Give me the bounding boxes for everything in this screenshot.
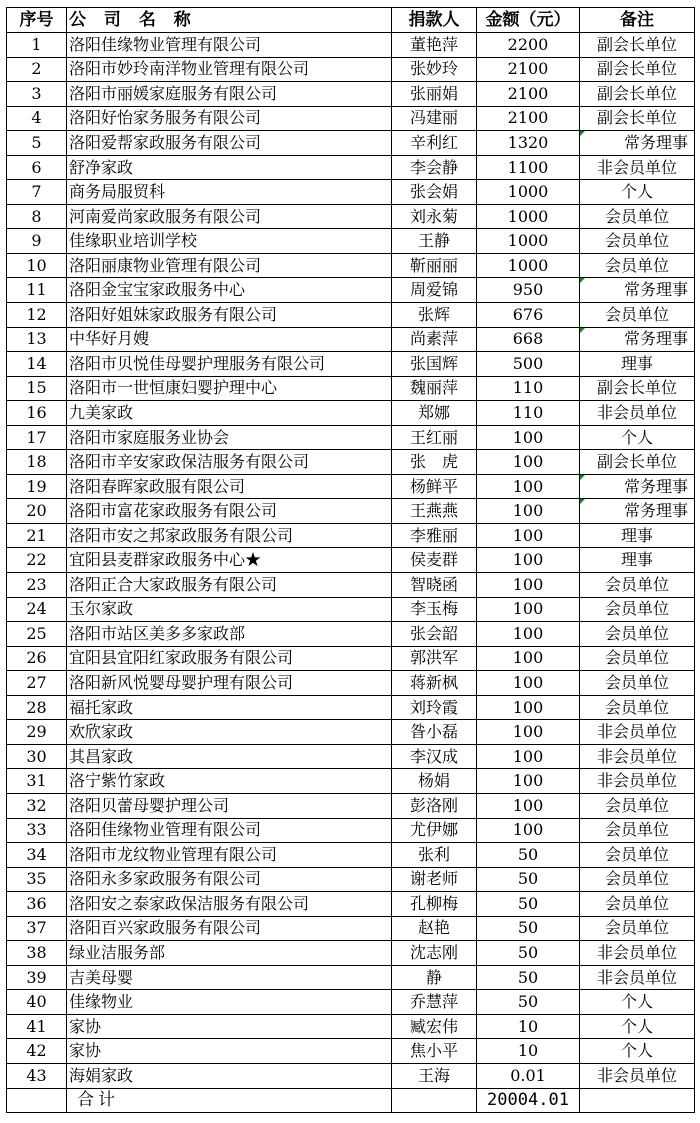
table-row [7,1014,695,1039]
table-row [7,622,695,647]
company-name: 佳缘职业培训学校 [67,229,392,254]
donation-amount: 100 [477,622,580,647]
donation-amount: 10 [477,1039,580,1064]
table-row [7,892,695,917]
donation-amount: 100 [477,573,580,598]
company-name: 洛阳市家庭服务业协会 [67,425,392,450]
donation-amount: 100 [477,646,580,671]
donation-amount: 110 [477,401,580,426]
donor-name: 蒋新枫 [392,671,477,696]
donation-amount: 100 [477,548,580,573]
row-number: 21 [7,523,67,548]
header-note: 备注 [580,8,695,33]
donation-amount: 100 [477,425,580,450]
row-number: 37 [7,916,67,941]
donation-table [6,7,695,1113]
membership-note: 会员单位 [580,671,695,696]
table-row [7,131,695,156]
row-number: 30 [7,744,67,769]
company-name: 洛阳永多家政服务有限公司 [67,867,392,892]
table-row [7,523,695,548]
row-number: 29 [7,720,67,745]
donation-amount: 100 [477,450,580,475]
table-row [7,155,695,180]
donor-name: 辛利红 [392,131,477,156]
table-row [7,376,695,401]
company-name: 海娟家政 [67,1063,392,1088]
company-name: 洛宁紫竹家政 [67,769,392,794]
donor-name: 王红丽 [392,425,477,450]
row-number: 7 [7,180,67,205]
donation-amount: 100 [477,720,580,745]
membership-note: 会员单位 [580,253,695,278]
donor-name: 谢老师 [392,867,477,892]
membership-note: 副会长单位 [580,33,695,58]
table-row [7,597,695,622]
row-number: 14 [7,352,67,377]
row-number: 17 [7,425,67,450]
company-name: 洛阳贝蕾母婴护理公司 [67,793,392,818]
donor-name: 焦小平 [392,1039,477,1064]
total-empty-cell [392,1088,477,1113]
row-number: 1 [7,33,67,58]
company-name: 中华好月嫂 [67,327,392,352]
donor-name: 乔慧萍 [392,990,477,1015]
company-name: 洛阳市龙纹物业管理有限公司 [67,843,392,868]
donor-name: 沈志刚 [392,941,477,966]
company-name: 九美家政 [67,401,392,426]
donor-name: 彭洛刚 [392,793,477,818]
donor-name: 王静 [392,229,477,254]
table-row [7,204,695,229]
donor-name: 王海 [392,1063,477,1088]
membership-note: 常务理事 [580,499,695,524]
membership-note: 会员单位 [580,843,695,868]
membership-note: 会员单位 [580,622,695,647]
membership-note: 会员单位 [580,892,695,917]
membership-note: 会员单位 [580,303,695,328]
total-empty-cell [7,1088,67,1113]
donor-name: 张妙玲 [392,57,477,82]
company-name: 宜阳县麦群家政服务中心★ [67,548,392,573]
row-number: 42 [7,1039,67,1064]
row-number: 27 [7,671,67,696]
membership-note: 会员单位 [580,793,695,818]
company-name: 吉美母婴 [67,965,392,990]
company-name: 洛阳市安之邦家政服务有限公司 [67,523,392,548]
donation-amount: 100 [477,671,580,696]
donor-name: 杨娟 [392,769,477,794]
company-name: 洛阳市贝悦佳母婴护理服务有限公司 [67,352,392,377]
donation-amount: 950 [477,278,580,303]
membership-note: 会员单位 [580,229,695,254]
membership-note: 非会员单位 [580,401,695,426]
row-number: 18 [7,450,67,475]
membership-note: 非会员单位 [580,965,695,990]
membership-note: 副会长单位 [580,82,695,107]
donor-name: 张 虎 [392,450,477,475]
company-name: 洛阳丽康物业管理有限公司 [67,253,392,278]
row-number: 25 [7,622,67,647]
membership-note: 副会长单位 [580,106,695,131]
company-name: 洛阳市丽媛家庭服务有限公司 [67,82,392,107]
total-empty-cell [580,1088,695,1113]
donor-name: 刘玲霞 [392,695,477,720]
row-number: 11 [7,278,67,303]
donor-name: 尚素萍 [392,327,477,352]
donation-amount: 0.01 [477,1063,580,1088]
row-number: 32 [7,793,67,818]
table-row [7,990,695,1015]
table-row [7,548,695,573]
donation-amount: 1000 [477,180,580,205]
company-name: 洛阳好姐妹家政服务有限公司 [67,303,392,328]
table-row [7,744,695,769]
membership-note: 副会长单位 [580,57,695,82]
row-number: 31 [7,769,67,794]
row-number: 9 [7,229,67,254]
donation-amount: 2100 [477,82,580,107]
company-name: 洛阳市站区美多多家政部 [67,622,392,647]
membership-note: 会员单位 [580,818,695,843]
company-name: 洛阳好怡家务服务有限公司 [67,106,392,131]
donation-amount: 100 [477,818,580,843]
table-row [7,180,695,205]
membership-note: 理事 [580,352,695,377]
table-row [7,450,695,475]
company-name: 其昌家政 [67,744,392,769]
company-name: 洛阳市一世恒康妇婴护理中心 [67,376,392,401]
row-number: 16 [7,401,67,426]
company-name: 洛阳佳缘物业管理有限公司 [67,818,392,843]
membership-note: 副会长单位 [580,376,695,401]
donation-amount: 50 [477,965,580,990]
donation-amount: 668 [477,327,580,352]
company-name: 洛阳正合大家政服务有限公司 [67,573,392,598]
company-name: 洛阳佳缘物业管理有限公司 [67,33,392,58]
row-number: 19 [7,474,67,499]
donation-amount: 100 [477,695,580,720]
header-no: 序号 [7,8,67,33]
table-row [7,327,695,352]
row-number: 39 [7,965,67,990]
company-name: 洛阳新风悦婴母婴护理有限公司 [67,671,392,696]
company-name: 洛阳爱帮家政服务有限公司 [67,131,392,156]
membership-note: 常务理事 [580,327,695,352]
donor-name: 靳丽丽 [392,253,477,278]
donation-amount: 2100 [477,57,580,82]
row-number: 2 [7,57,67,82]
donation-amount: 50 [477,941,580,966]
membership-note: 个人 [580,425,695,450]
membership-note: 会员单位 [580,916,695,941]
membership-note: 非会员单位 [580,744,695,769]
company-name: 洛阳春晖家政服有限公司 [67,474,392,499]
donation-amount: 50 [477,867,580,892]
table-row [7,1039,695,1064]
table-row [7,916,695,941]
row-number: 41 [7,1014,67,1039]
row-number: 3 [7,82,67,107]
row-number: 43 [7,1063,67,1088]
donation-amount: 50 [477,843,580,868]
membership-note: 理事 [580,548,695,573]
donor-name: 郭洪军 [392,646,477,671]
donation-amount: 100 [477,793,580,818]
table-row [7,671,695,696]
donation-amount: 100 [477,769,580,794]
donor-name: 冯建丽 [392,106,477,131]
total-amount: 20004.01 [477,1088,580,1113]
row-number: 15 [7,376,67,401]
donor-name: 刘永菊 [392,204,477,229]
row-number: 35 [7,867,67,892]
company-name: 商务局服贸科 [67,180,392,205]
company-name: 洛阳百兴家政服务有限公司 [67,916,392,941]
membership-note: 个人 [580,180,695,205]
membership-note: 会员单位 [580,646,695,671]
donation-amount: 50 [477,990,580,1015]
row-number: 6 [7,155,67,180]
total-label: 合计 [67,1088,392,1113]
row-number: 22 [7,548,67,573]
table-row [7,229,695,254]
donation-amount: 676 [477,303,580,328]
membership-note: 常务理事 [580,278,695,303]
total-row [7,1088,695,1113]
table-row [7,769,695,794]
table-row [7,843,695,868]
table-row [7,646,695,671]
row-number: 26 [7,646,67,671]
donor-name: 杨鲜平 [392,474,477,499]
company-name: 河南爱尚家政服务有限公司 [67,204,392,229]
table-row [7,57,695,82]
table-row [7,573,695,598]
membership-note: 个人 [580,990,695,1015]
membership-note: 非会员单位 [580,941,695,966]
company-name: 玉尔家政 [67,597,392,622]
row-number: 40 [7,990,67,1015]
donation-amount: 100 [477,474,580,499]
membership-note: 会员单位 [580,695,695,720]
donation-amount: 100 [477,523,580,548]
donor-name: 尤伊娜 [392,818,477,843]
membership-note: 副会长单位 [580,450,695,475]
header-donor: 捐款人 [392,8,477,33]
table-row [7,278,695,303]
company-name: 宜阳县宜阳红家政服务有限公司 [67,646,392,671]
row-number: 4 [7,106,67,131]
row-number: 28 [7,695,67,720]
company-name: 福托家政 [67,695,392,720]
membership-note: 会员单位 [580,597,695,622]
donor-name: 昝小磊 [392,720,477,745]
donation-amount: 100 [477,597,580,622]
donor-name: 张丽娟 [392,82,477,107]
donor-name: 李玉梅 [392,597,477,622]
table-row [7,720,695,745]
company-name: 佳缘物业 [67,990,392,1015]
donor-name: 静 [392,965,477,990]
row-number: 23 [7,573,67,598]
donation-amount: 100 [477,744,580,769]
row-number: 34 [7,843,67,868]
row-number: 10 [7,253,67,278]
membership-note: 非会员单位 [580,720,695,745]
donor-name: 张国辉 [392,352,477,377]
donation-amount: 10 [477,1014,580,1039]
table-row [7,965,695,990]
table-row [7,425,695,450]
table-row [7,82,695,107]
table-row [7,1063,695,1088]
donor-name: 张会韶 [392,622,477,647]
donor-name: 李汉成 [392,744,477,769]
company-name: 洛阳金宝宝家政服务中心 [67,278,392,303]
header-row [7,8,695,33]
company-name: 洛阳市富花家政服务有限公司 [67,499,392,524]
donation-amount: 1100 [477,155,580,180]
membership-note: 非会员单位 [580,1063,695,1088]
table-row [7,352,695,377]
row-number: 5 [7,131,67,156]
company-name: 洛阳市妙玲南洋物业管理有限公司 [67,57,392,82]
donor-name: 张利 [392,843,477,868]
company-name: 家协 [67,1039,392,1064]
membership-note: 常务理事 [580,131,695,156]
membership-note: 个人 [580,1014,695,1039]
donor-name: 李雅丽 [392,523,477,548]
donor-name: 郑娜 [392,401,477,426]
table-row [7,941,695,966]
donor-name: 魏丽萍 [392,376,477,401]
donation-amount: 2200 [477,33,580,58]
row-number: 13 [7,327,67,352]
donor-name: 李会静 [392,155,477,180]
donation-amount: 110 [477,376,580,401]
donation-amount: 2100 [477,106,580,131]
company-name: 洛阳安之泰家政保洁服务有限公司 [67,892,392,917]
header-company: 公 司 名 称 [67,8,392,33]
row-number: 20 [7,499,67,524]
company-name: 洛阳市辛安家政保洁服务有限公司 [67,450,392,475]
donor-name: 臧宏伟 [392,1014,477,1039]
table-row [7,253,695,278]
donor-name: 张辉 [392,303,477,328]
donor-name: 周爱锦 [392,278,477,303]
table-body [7,33,695,1089]
donation-amount: 50 [477,892,580,917]
table-row [7,695,695,720]
donor-name: 侯麦群 [392,548,477,573]
membership-note: 非会员单位 [580,769,695,794]
row-number: 36 [7,892,67,917]
donation-amount: 1320 [477,131,580,156]
company-name: 欢欣家政 [67,720,392,745]
donor-name: 智晓函 [392,573,477,598]
donation-amount: 100 [477,499,580,524]
donation-amount: 50 [477,916,580,941]
header-amount: 金额（元） [477,8,580,33]
donation-amount: 1000 [477,229,580,254]
membership-note: 会员单位 [580,573,695,598]
row-number: 38 [7,941,67,966]
row-number: 8 [7,204,67,229]
donor-name: 王燕燕 [392,499,477,524]
membership-note: 非会员单位 [580,155,695,180]
donor-name: 孔柳梅 [392,892,477,917]
donor-name: 赵艳 [392,916,477,941]
table-row [7,793,695,818]
table-row [7,401,695,426]
donor-name: 张会娟 [392,180,477,205]
membership-note: 个人 [580,1039,695,1064]
table-row [7,474,695,499]
company-name: 家协 [67,1014,392,1039]
table-row [7,33,695,58]
table-row [7,106,695,131]
table-row [7,867,695,892]
donation-sheet [6,7,695,1113]
row-number: 24 [7,597,67,622]
row-number: 33 [7,818,67,843]
membership-note: 理事 [580,523,695,548]
donation-amount: 1000 [477,204,580,229]
company-name: 绿业洁服务部 [67,941,392,966]
table-row [7,818,695,843]
table-row [7,303,695,328]
donation-amount: 1000 [477,253,580,278]
membership-note: 常务理事 [580,474,695,499]
donation-amount: 500 [477,352,580,377]
row-number: 12 [7,303,67,328]
membership-note: 会员单位 [580,204,695,229]
table-row [7,499,695,524]
donor-name: 董艳萍 [392,33,477,58]
company-name: 舒净家政 [67,155,392,180]
membership-note: 会员单位 [580,867,695,892]
